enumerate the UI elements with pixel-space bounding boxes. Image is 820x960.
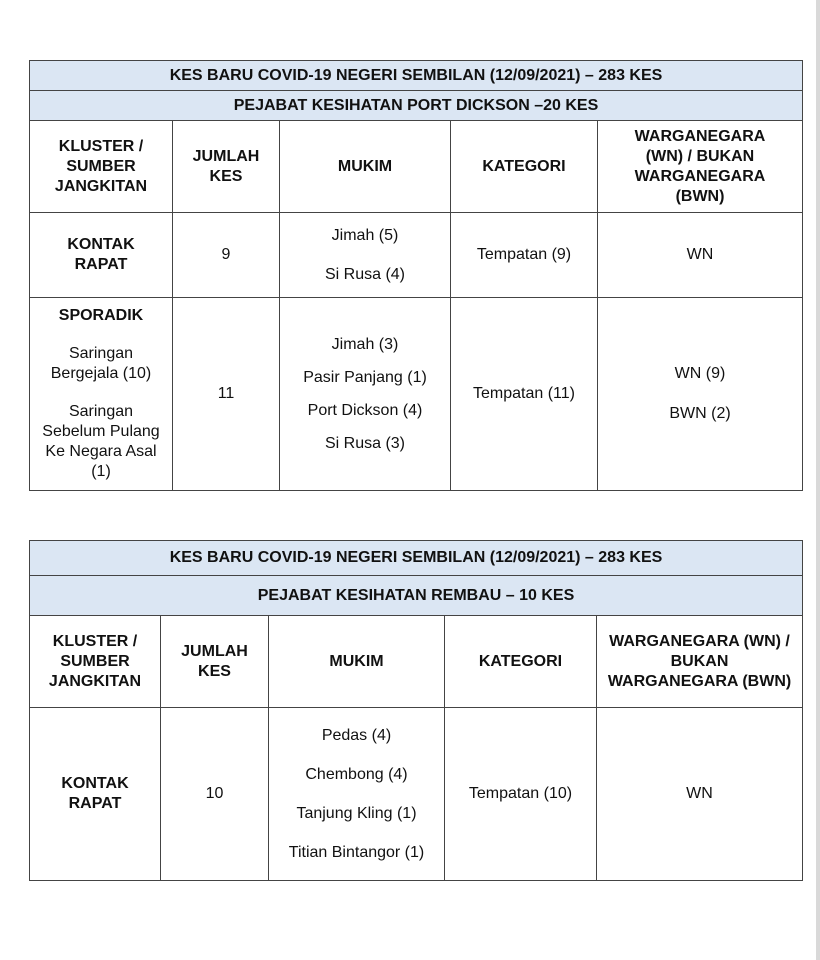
table-port-dickson [29, 60, 803, 491]
mukim-item: Pasir Panjang (1) [303, 368, 427, 386]
header-kluster: KLUSTER / SUMBER JANGKITAN [30, 121, 173, 213]
table-row [30, 213, 803, 298]
kluster-sub-item: Saringan Sebelum Pulang Ke Negara Asal (1) [42, 403, 160, 480]
mukim-item: Tanjung Kling (1) [296, 804, 417, 822]
table-row [30, 298, 803, 491]
table-title: KES BARU COVID-19 NEGERI SEMBILAN (12/09/2021) – 283 KES [30, 541, 803, 576]
header-kategori: KATEGORI [451, 121, 598, 213]
mukim-item: Pedas (4) [321, 726, 392, 744]
header-warganegara: WARGANEGARA (WN) / BUKAN WARGANEGARA (BWN) [597, 616, 803, 708]
cell-kluster: KONTAK RAPAT [30, 708, 161, 881]
warganegara-item: WN (9) [674, 365, 726, 382]
header-kluster: KLUSTER / SUMBER JANGKITAN [30, 616, 161, 708]
cell-warganegara: WN [597, 708, 803, 881]
mukim-item: Jimah (3) [331, 335, 399, 353]
kluster-sub-item: Saringan Bergejala (10) [50, 345, 152, 382]
cell-kluster: KONTAK RAPAT [30, 213, 173, 298]
cell-mukim [280, 213, 451, 298]
cell-warganegara: WN [598, 213, 803, 298]
kluster-label: SPORADIK [58, 307, 144, 324]
cell-kategori: Tempatan (10) [445, 708, 597, 881]
mukim-item: Si Rusa (3) [324, 434, 406, 452]
cell-mukim [269, 708, 445, 881]
header-mukim: MUKIM [280, 121, 451, 213]
warganegara-item: BWN (2) [669, 405, 731, 422]
table-title: KES BARU COVID-19 NEGERI SEMBILAN (12/09/2021) – 283 KES [30, 61, 803, 91]
header-kategori: KATEGORI [445, 616, 597, 708]
mukim-item: Si Rusa (4) [324, 265, 406, 283]
cell-jumlah: 11 [173, 298, 280, 491]
table-rembau [29, 540, 803, 881]
header-mukim: MUKIM [269, 616, 445, 708]
cell-kategori: Tempatan (9) [451, 213, 598, 298]
mukim-item: Chembong (4) [305, 765, 408, 783]
header-warganegara: WARGANEGARA (WN) / BUKAN WARGANEGARA (BWN) [598, 121, 803, 213]
cell-jumlah: 9 [173, 213, 280, 298]
cell-warganegara [598, 298, 803, 491]
header-jumlah: JUMLAH KES [161, 616, 269, 708]
table-subtitle: PEJABAT KESIHATAN REMBAU – 10 KES [30, 576, 803, 616]
cell-jumlah: 10 [161, 708, 269, 881]
mukim-item: Titian Bintangor (1) [288, 843, 425, 861]
table-row [30, 708, 803, 881]
cell-kategori: Tempatan (11) [451, 298, 598, 491]
mukim-item: Port Dickson (4) [307, 401, 423, 419]
page-edge [816, 0, 820, 960]
table-subtitle: PEJABAT KESIHATAN PORT DICKSON –20 KES [30, 91, 803, 121]
mukim-item: Jimah (5) [331, 226, 399, 244]
cell-mukim [280, 298, 451, 491]
cell-kluster [30, 298, 173, 491]
header-jumlah: JUMLAH KES [173, 121, 280, 213]
